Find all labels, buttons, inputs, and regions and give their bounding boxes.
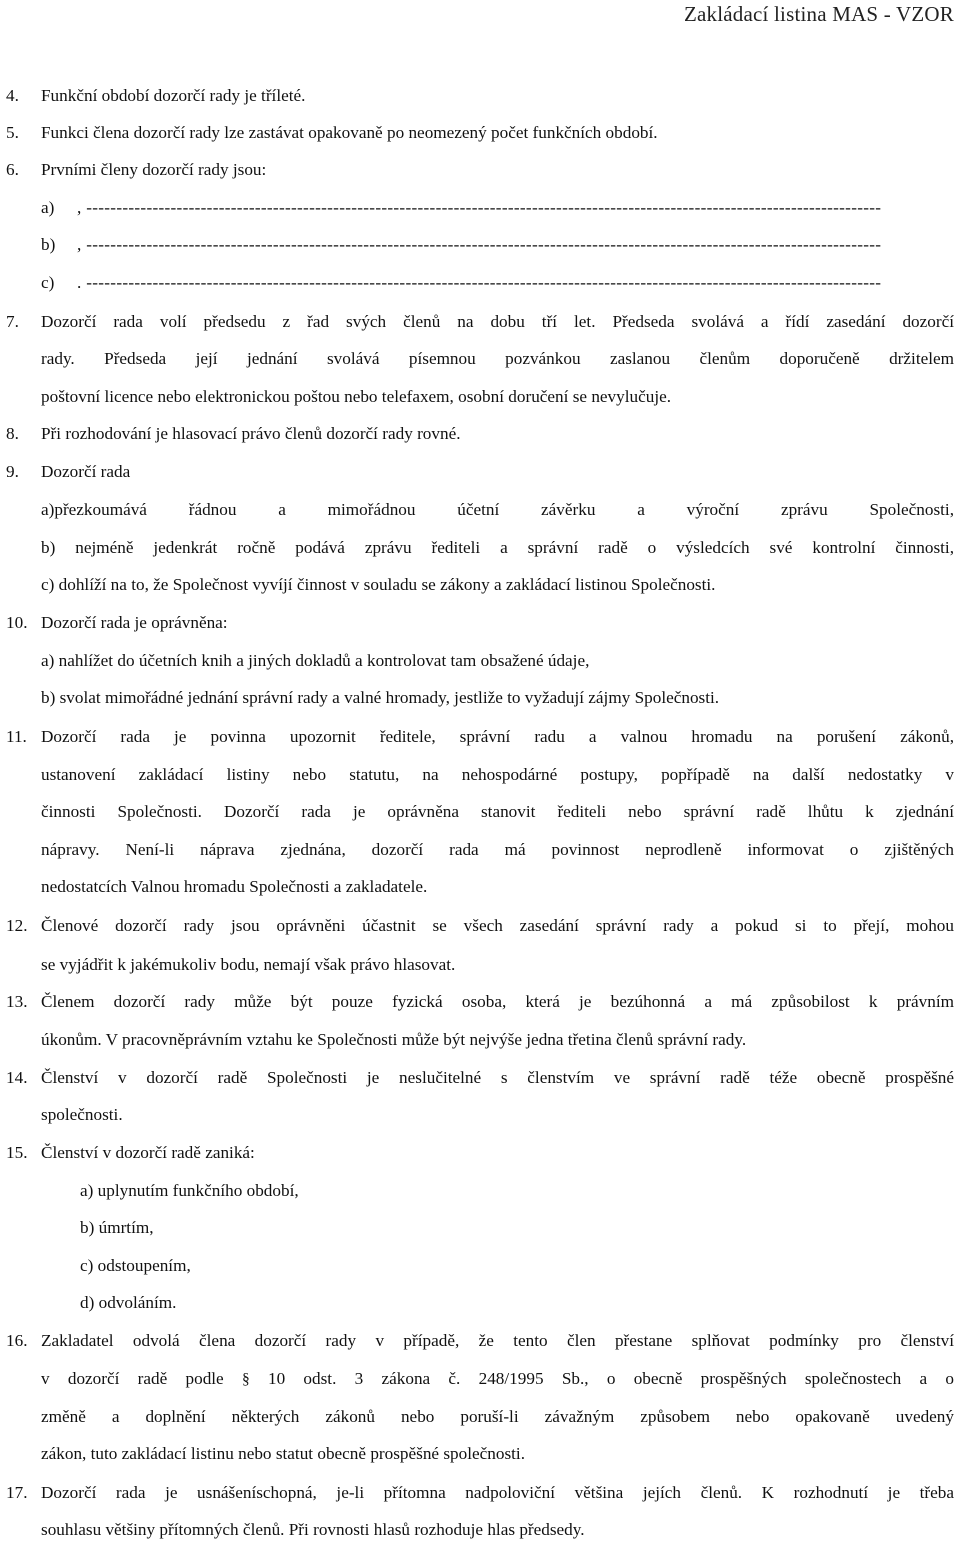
item-text: Dozorčí rada xyxy=(41,462,131,481)
item-text: činnosti Společnosti. Dozorčí rada je oprávněna stanovit řediteli nebo správní radě lhůtu k zjednání xyxy=(41,802,954,821)
item-text: rady. Předseda její jednání svolává písemnou pozvánkou zaslanou členům doporučeně držitelem xyxy=(41,349,954,368)
item-text: b) svolat mimořádné jednání správní rady a valné hromady, jestliže to vyžadují zájmy Společnosti. xyxy=(41,688,720,707)
item-text: úkonům. V pracovněprávním vztahu ke Společnosti může být nejvýše jedna třetina členů správní rady. xyxy=(41,1030,747,1049)
item-text: Členství v dozorčí radě Společnosti je neslučitelné s členstvím ve správní radě téže obecně prospěšné xyxy=(41,1068,954,1087)
item-text: souhlasu většiny přítomných členů. Při rovnosti hlasů rozhoduje hlas předsedy. xyxy=(41,1520,585,1539)
item-text: nedostatcích Valnou hromadu Společnosti a zakladatele. xyxy=(41,877,428,896)
paragraph-15-a xyxy=(0,1179,960,1217)
item-text: společnosti. xyxy=(41,1105,123,1124)
item-text: Prvními členy dozorčí rady jsou: xyxy=(41,160,267,179)
item-text: Členství v dozorčí radě zaniká: xyxy=(41,1143,255,1162)
paragraph-17-line xyxy=(0,1518,960,1556)
fill-in-line: , ------------------------------------------------------------------------------------------------------------------------------------ xyxy=(77,235,882,254)
paragraph-7 xyxy=(0,310,960,348)
paragraph-5 xyxy=(0,121,960,159)
item-number: 16. xyxy=(6,1331,28,1350)
paragraph-16 xyxy=(0,1329,960,1367)
paragraph-9-b xyxy=(0,536,960,574)
paragraph-11 xyxy=(0,725,960,763)
paragraph-14 xyxy=(0,1066,960,1104)
sub-label: c) xyxy=(41,273,55,292)
paragraph-6 xyxy=(0,158,960,196)
item-number: 9. xyxy=(6,462,19,481)
paragraph-4 xyxy=(0,84,960,122)
item-number: 12. xyxy=(6,916,28,935)
member-a-line xyxy=(0,196,960,234)
item-text: Dozorčí rada je povinna upozornit ředitele, správní radu a valnou hromadu na porušení zákonů, xyxy=(41,727,954,746)
item-number: 10. xyxy=(6,613,28,632)
item-text: Dozorčí rada je usnášeníschopná, je-li přítomna nadpoloviční většina jejích členů. K rozhodnutí je třeba xyxy=(41,1483,954,1502)
item-text: zákon, tuto zakládací listinu nebo statut obecně prospěšné společnosti. xyxy=(41,1444,525,1463)
paragraph-7-line xyxy=(0,347,960,385)
paragraph-8 xyxy=(0,422,960,460)
item-text: poštovní licence nebo elektronickou poštou nebo telefaxem, osobní doručení se nevylučuje. xyxy=(41,387,672,406)
item-text: Členové dozorčí rady jsou oprávněni účastnit se všech zasedání správní rady a pokud si to přejí, mohou xyxy=(41,916,954,935)
paragraph-13 xyxy=(0,990,960,1028)
paragraph-15-b xyxy=(0,1216,960,1254)
fill-in-line: . ------------------------------------------------------------------------------------------------------------------------------------ xyxy=(77,273,882,292)
sub-label: a) xyxy=(41,198,55,217)
paragraph-15 xyxy=(0,1141,960,1179)
fill-in-line: , ------------------------------------------------------------------------------------------------------------------------------------ xyxy=(77,198,882,217)
item-text: b) nejméně jedenkrát ročně podává zprávu řediteli a správní radě o výsledcích své kontrolní činnosti, xyxy=(41,538,954,557)
paragraph-9 xyxy=(0,460,960,498)
paragraph-16-line xyxy=(0,1367,960,1405)
paragraph-15-c xyxy=(0,1254,960,1292)
section-sign: § xyxy=(241,1371,250,1388)
item-text: Členem dozorčí rady může být pouze fyzická osoba, která je bezúhonná a má způsobilost k právním xyxy=(41,992,954,1011)
paragraph-10-a xyxy=(0,649,960,687)
sub-label: b) xyxy=(41,235,56,254)
item-number: 5. xyxy=(6,123,19,142)
member-c-line xyxy=(0,271,960,309)
item-text: d) odvoláním. xyxy=(80,1293,177,1312)
item-number: 15. xyxy=(6,1143,28,1162)
item-number: 17. xyxy=(6,1483,28,1502)
paragraph-11-line xyxy=(0,875,960,913)
paragraph-10-b xyxy=(0,686,960,724)
item-number: 6. xyxy=(6,160,19,179)
item-text: Funkci člena dozorčí rady lze zastávat opakovaně po neomezený počet funkčních období. xyxy=(41,123,658,142)
paragraph-16-line xyxy=(0,1442,960,1480)
item-text: nápravy. Není-li náprava zjednána, dozorčí rada má povinnost neprodleně informovat o zjištěných xyxy=(41,840,954,859)
document-header: Zakládací listina MAS - VZOR xyxy=(683,2,954,26)
item-number: 4. xyxy=(6,86,19,105)
member-b-line xyxy=(0,233,960,271)
item-text: b) úmrtím, xyxy=(80,1218,154,1237)
item-text: Funkční období dozorčí rady je tříleté. xyxy=(41,86,306,105)
paragraph-11-line xyxy=(0,800,960,838)
paragraph-11-line xyxy=(0,763,960,801)
item-text: se vyjádřit k jakémukoliv bodu, nemají však právo hlasovat. xyxy=(41,955,456,974)
paragraph-16-line xyxy=(0,1405,960,1443)
paragraph-9-a xyxy=(0,498,960,536)
item-number: 11. xyxy=(6,727,27,746)
item-text: a)přezkoumává řádnou a mimořádnou účetní závěrku a výroční zprávu Společnosti, xyxy=(41,500,954,519)
paragraph-9-c xyxy=(0,573,960,611)
item-number: 14. xyxy=(6,1068,28,1087)
item-number: 13. xyxy=(6,992,28,1011)
item-text: Při rozhodování je hlasovací právo členů dozorčí rady rovné. xyxy=(41,424,461,443)
item-number: 8. xyxy=(6,424,19,443)
paragraph-14-line xyxy=(0,1103,960,1141)
paragraph-12-line xyxy=(0,953,960,991)
paragraph-7-line xyxy=(0,385,960,423)
item-text: Zakladatel odvolá člena dozorčí rady v případě, že tento člen přestane splňovat podmínky pro členství xyxy=(41,1331,954,1350)
item-text: a) nahlížet do účetních knih a jiných dokladů a kontrolovat tam obsažené údaje, xyxy=(41,651,590,670)
item-text: změně a doplnění některých zákonů nebo poruší-li závažným způsobem nebo opakovaně uvedený xyxy=(41,1407,954,1426)
item-text: ustanovení zakládací listiny nebo statutu, na nehospodárné postupy, popřípadě na další nedostatky v xyxy=(41,765,954,784)
item-text: c) dohlíží na to, že Společnost vyvíjí činnost v souladu se zákony a zakládací listinou Společnosti. xyxy=(41,575,716,594)
item-text: c) odstoupením, xyxy=(80,1256,191,1275)
paragraph-12 xyxy=(0,914,960,952)
item-text: Dozorčí rada je oprávněna: xyxy=(41,613,228,632)
item-text: Dozorčí rada volí předsedu z řad svých členů na dobu tří let. Předseda svolává a řídí zasedání dozorčí xyxy=(41,312,954,331)
item-number: 7. xyxy=(6,312,19,331)
paragraph-10 xyxy=(0,611,960,649)
paragraph-15-d xyxy=(0,1291,960,1329)
item-text: a) uplynutím funkčního období, xyxy=(80,1181,299,1200)
paragraph-11-line xyxy=(0,838,960,876)
paragraph-17 xyxy=(0,1481,960,1519)
paragraph-13-line xyxy=(0,1028,960,1066)
item-text: v dozorčí radě podle § 10 odst. 3 zákona č. 248/1995 Sb., o obecně prospěšných společnostech a o xyxy=(41,1369,954,1388)
